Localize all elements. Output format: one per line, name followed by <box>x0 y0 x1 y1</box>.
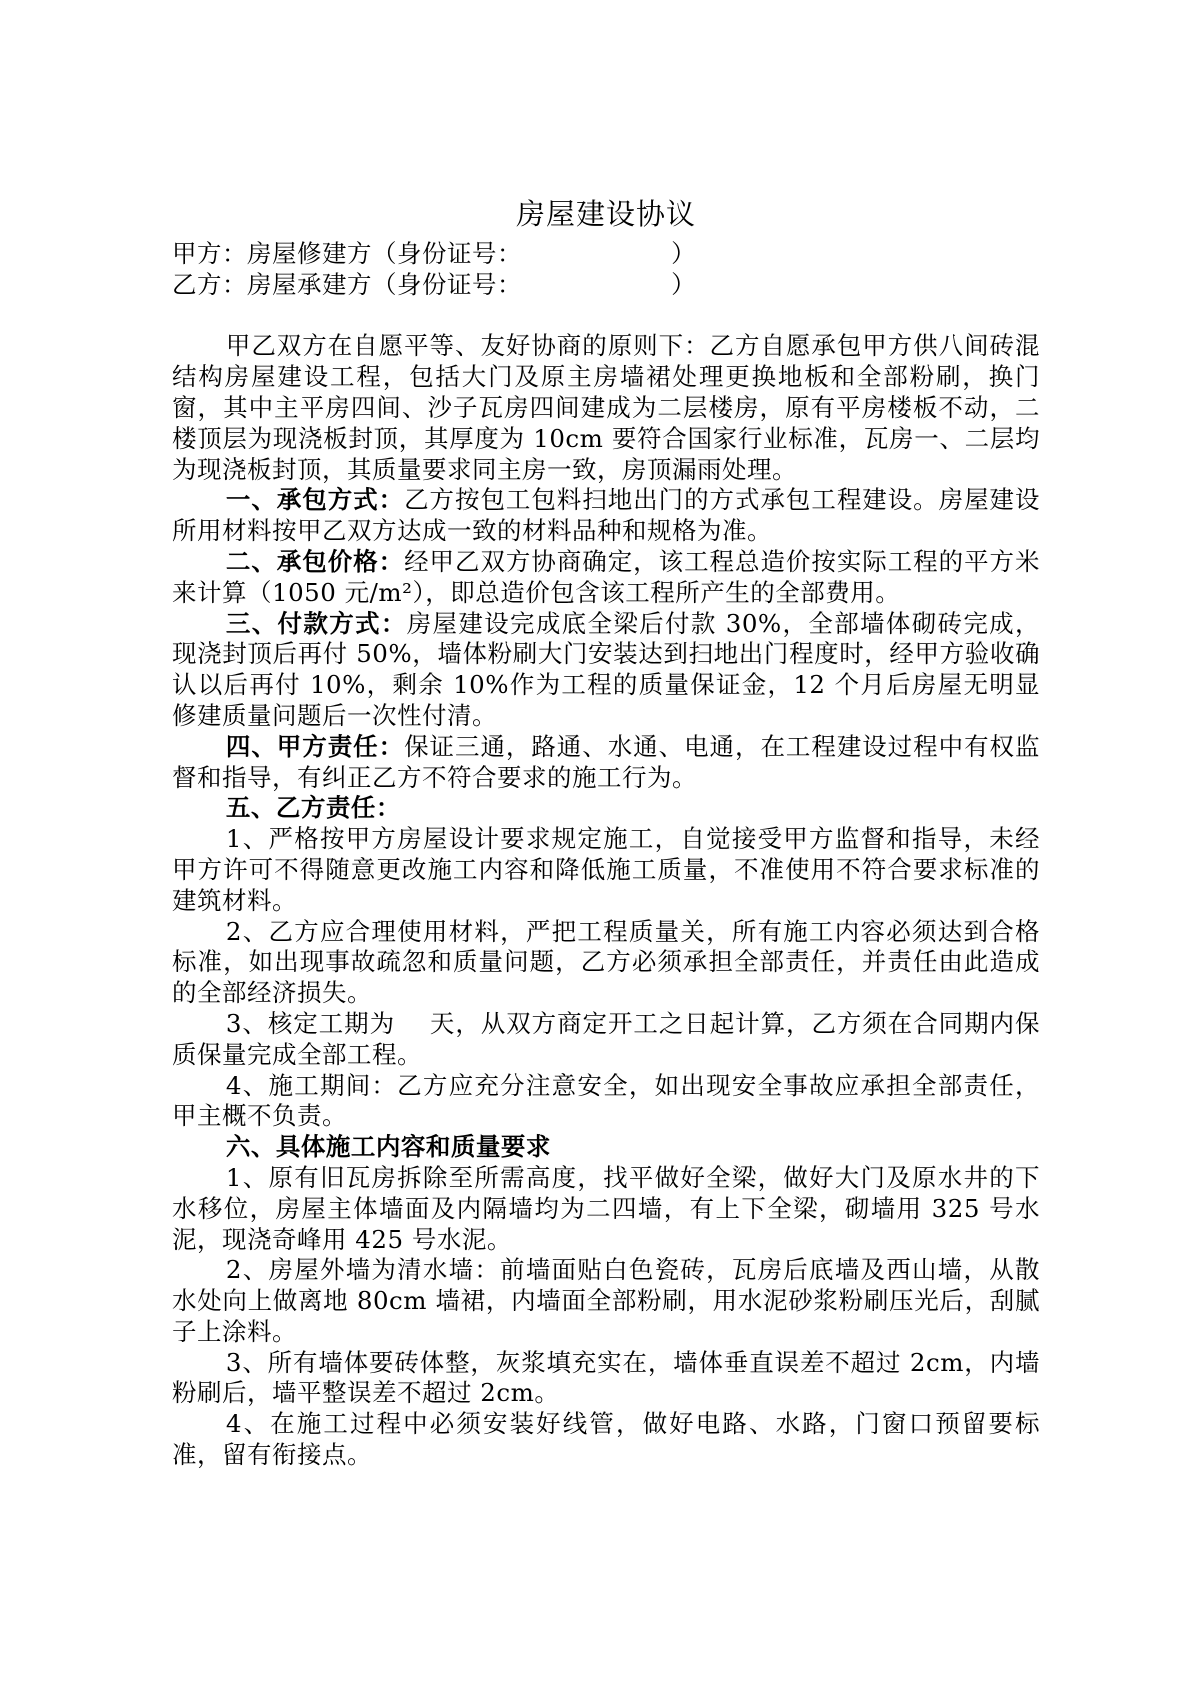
section-2-heading: 二、承包价格： <box>225 546 405 576</box>
section-6-item: 3、所有墙体要砖体整，灰浆填充实在，墙体垂直误差不超过 2cm，内墙粉刷后，墙平整误差不超过 2cm。 <box>172 1347 1040 1408</box>
section-6-item: 2、房屋外墙为清水墙：前墙面贴白色瓷砖，瓦房后底墙及西山墙，从散水处向上做离地 80cm 墙裙，内墙面全部粉刷，用水泥砂浆粉刷压光后，刮腻子上涂料。 <box>172 1255 1040 1346</box>
blank-line <box>172 301 1040 332</box>
section-6-item: 1、原有旧瓦房拆除至所需高度，找平做好全梁，做好大门及原水井的下水移位，房屋主体墙面及内隔墙均为二四墙，有上下全梁，砌墙用 325 号水泥，现浇奇峰用 425 号水泥。 <box>172 1162 1040 1254</box>
section-4-heading: 四、甲方责任： <box>225 731 405 761</box>
party-b-line: 乙方：房屋承建方（身份证号： ） <box>172 269 697 299</box>
section-6-heading: 六、具体施工内容和质量要求 <box>225 1132 551 1162</box>
section-3-heading: 三、付款方式： <box>225 608 407 638</box>
section-4-paragraph <box>172 732 1040 794</box>
section-5-item: 2、乙方应合理使用材料，严把工程质量关，所有施工内容必须达到合格标准，如出现事故疏忽和质量问题，乙方必须承担全部责任，并责任由此造成的全部经济损失。 <box>172 916 1040 1008</box>
document-title: 房屋建设协议 <box>515 197 696 231</box>
section-6-item: 4、在施工过程中必须安装好线管，做好电路、水路，门窗口预留要标准，留有衔接点。 <box>172 1409 1040 1470</box>
section-5-item: 4、施工期间：乙方应充分注意安全，如出现安全事故应承担全部责任，甲主概不负责。 <box>172 1070 1040 1131</box>
section-3-text: 房屋建设完成底全梁后付款 30%，全部墙体砌砖完成，现浇封顶后再付 50%，墙体粉刷大门安装达到扫地出门程度时，经甲方验收确认以后再付 10%，剩余 10%作为工程的质量保证金，12 个月后房屋无明显修建质量问题后一次性付清。 <box>172 608 1041 730</box>
section-1-heading: 一、承包方式： <box>225 485 405 515</box>
section-1-paragraph <box>172 485 1040 547</box>
section-4-text: 保证三通，路通、水通、电通，在工程建设过程中有权监督和指导，有纠正乙方不符合要求的施工行为。 <box>172 731 1040 792</box>
section-5-heading: 五、乙方责任： <box>225 793 401 823</box>
section-5-heading-paragraph <box>172 793 1040 824</box>
section-5-item: 1、严格按甲方房屋设计要求规定施工，自觉接受甲方监督和指导，未经甲方许可不得随意更改施工内容和降低施工质量，不准使用不符合要求标准的建筑材料。 <box>172 824 1040 915</box>
section-5-item: 3、核定工期为 天，从双方商定开工之日起计算，乙方须在合同期内保质保量完成全部工程。 <box>172 1008 1040 1069</box>
section-2-paragraph <box>172 547 1040 609</box>
party-a-line: 甲方：房屋修建方（身份证号： ） <box>172 239 697 268</box>
intro-paragraph: 甲乙双方在自愿平等、友好协商的原则下：乙方自愿承包甲方供八间砖混结构房屋建设工程，包括大门及原主房墙裙处理更换地板和全部粉刷，换门窗，其中主平房四间、沙子瓦房四间建成为二层楼房，原有平房楼板不动，二楼顶层为现浇板封顶，其厚度为 10cm 要符合国家行业标准，瓦房一、二层均为现浇板封顶，其质量要求同主房一致，房顶漏雨处理。 <box>172 331 1040 484</box>
section-1-text: 乙方按包工包料扫地出门的方式承包工程建设。房屋建设所用材料按甲乙双方达成一致的材料品种和规格为准。 <box>172 485 1040 546</box>
section-2-text: 经甲乙双方协商确定，该工程总造价按实际工程的平方米来计算（1050 元/m²），即总造价包含该工程所产生的全部费用。 <box>172 546 1040 607</box>
section-6-heading-paragraph <box>172 1132 1040 1163</box>
section-3-paragraph <box>172 609 1040 732</box>
